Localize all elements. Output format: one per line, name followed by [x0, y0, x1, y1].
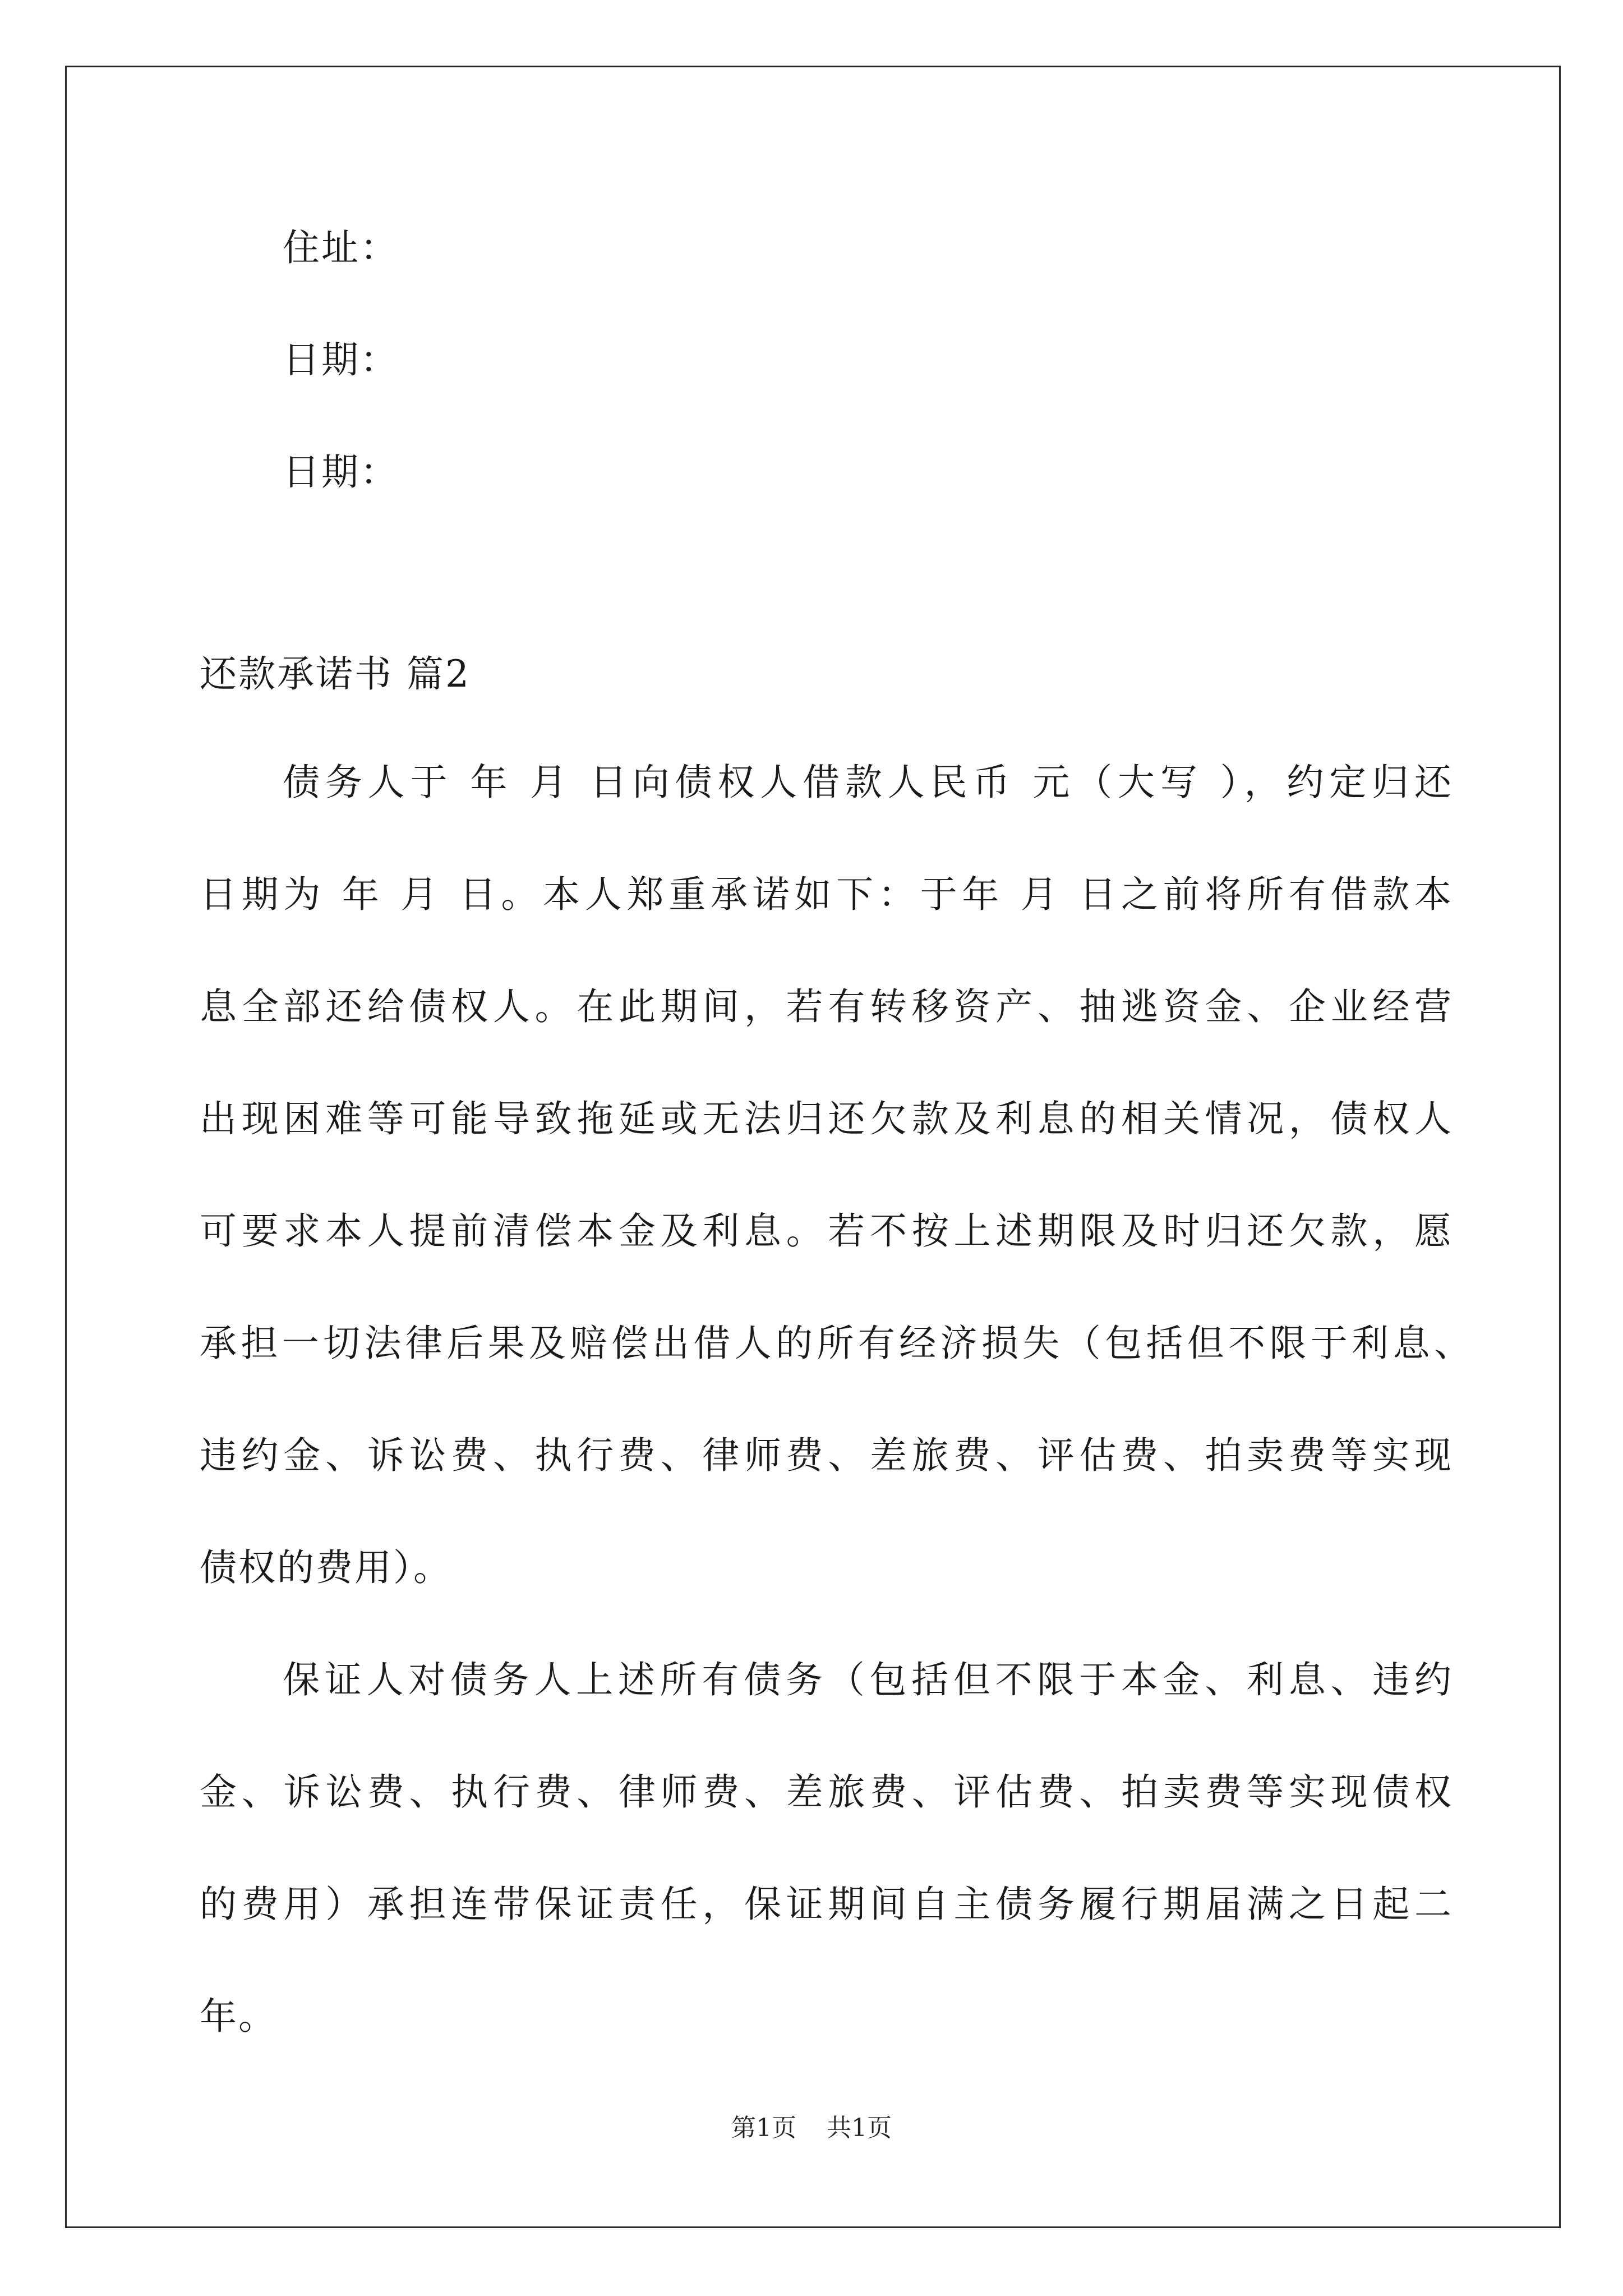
paragraph-line: 可要求本人提前清偿本金及利息。若不按上述期限及时归还欠款，愿	[200, 1209, 1453, 1253]
paragraph-line: 的费用）承担连带保证责任，保证期间自主债务履行期届满之日起二	[200, 1883, 1453, 1926]
section-heading: 还款承诺书 篇2	[200, 652, 471, 696]
paragraph-line: 债务人于 年 月 日向债权人借款人民币 元（大写 ），约定归还	[283, 761, 1453, 804]
page-footer	[0, 2113, 1623, 2144]
paragraph-line: 日期为 年 月 日。本人郑重承诺如下：于年 月 日之前将所有借款本	[200, 873, 1453, 916]
page-number: 第1页	[731, 2114, 796, 2142]
paragraph-line: 金、诉讼费、执行费、律师费、差旅费、评估费、拍卖费等实现债权	[200, 1770, 1453, 1814]
paragraph-line: 息全部还给债权人。在此期间，若有转移资产、抽逃资金、企业经营	[200, 985, 1453, 1028]
date-label: 日期：	[283, 338, 399, 381]
paragraph-line: 债权的费用）。	[200, 1546, 452, 1589]
paragraph-line: 承担一切法律后果及赔偿出借人的所有经济损失（包括但不限于利息、	[200, 1322, 1473, 1365]
page-count: 共1页	[827, 2114, 892, 2142]
address-label: 住址：	[283, 226, 399, 269]
date-label: 日期：	[283, 450, 399, 494]
paragraph-line: 违约金、诉讼费、执行费、律师费、差旅费、评估费、拍卖费等实现	[200, 1434, 1453, 1477]
paragraph-line: 保证人对债务人上述所有债务（包括但不限于本金、利息、违约	[283, 1658, 1453, 1701]
paragraph-line: 出现困难等可能导致拖延或无法归还欠款及利息的相关情况，债权人	[200, 1097, 1453, 1140]
paragraph-line: 年。	[200, 1995, 277, 2038]
